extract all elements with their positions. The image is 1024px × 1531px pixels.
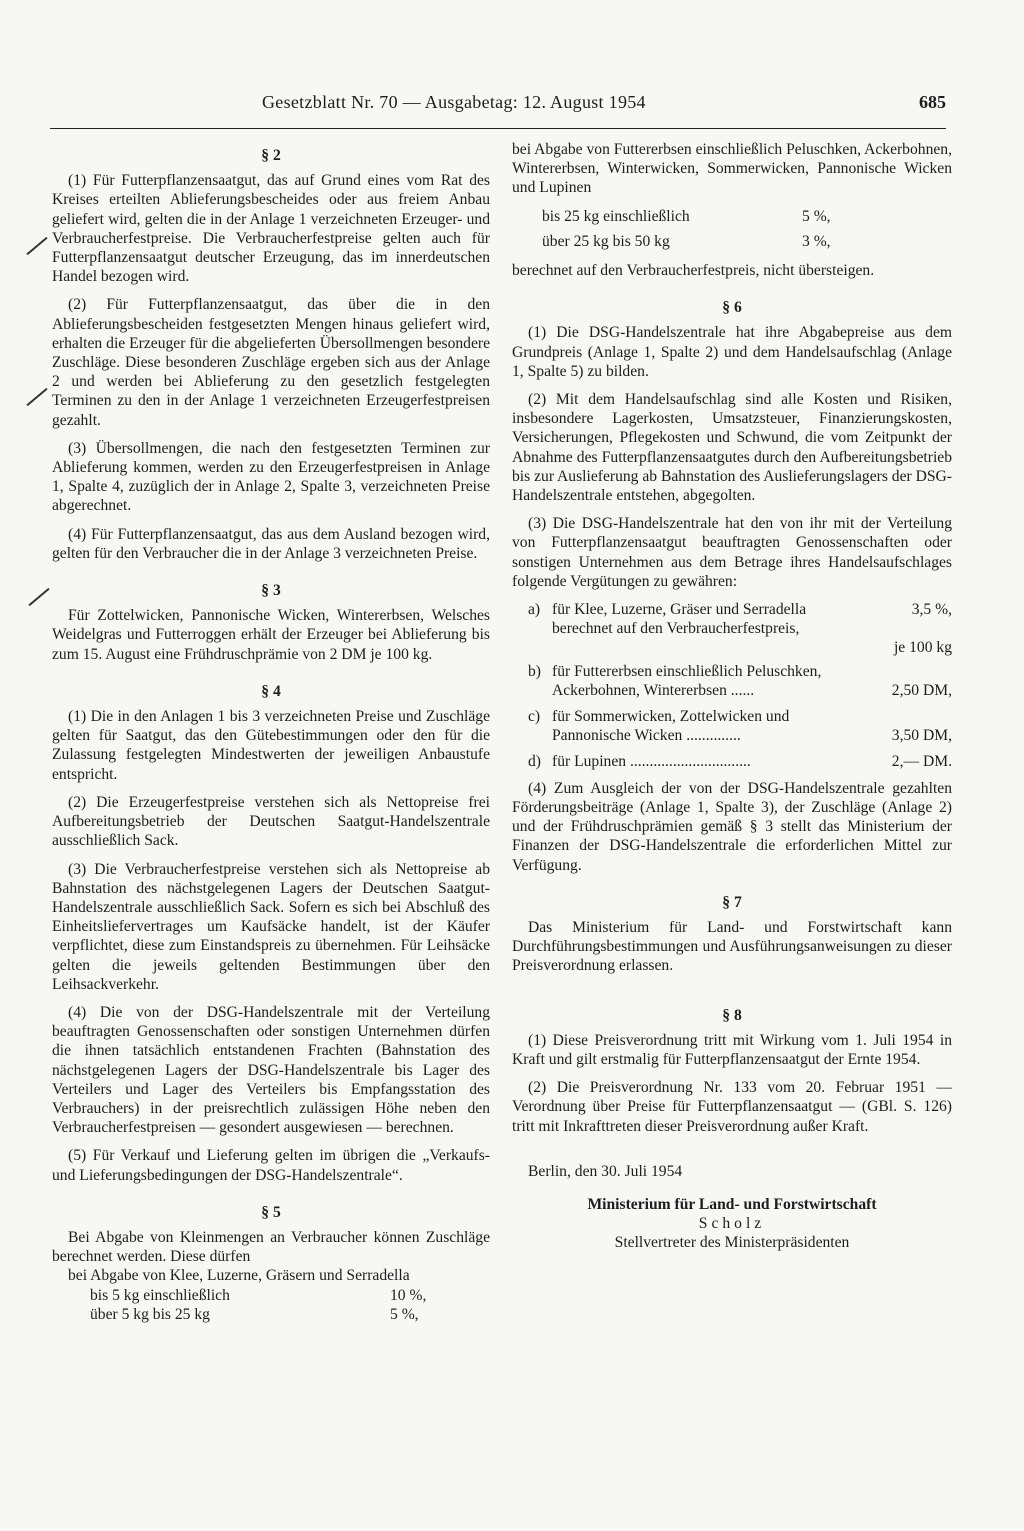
page-header [50,92,946,129]
paragraph: (1) Die DSG-Handelszentrale hat ihre Abgabepreise aus dem Grundpreis (Anlage 1, Spalte 2) und dem Handelsaufschlag (Anlage 1, Spalte 5) zu bilden. [512,324,952,380]
item-key: b) [528,662,541,680]
item-key: c) [528,708,541,726]
rate-label: über 25 kg bis 50 kg [542,232,670,250]
paragraph: (4) Die von der DSG-Handelszentrale mit der Verteilung beauftragten Genossenschaften oder sonstigen Unternehmen dürfen die ihnen tatsächlich entstandenen Frachten (Bahnstation des nächstgelegenen Lagers der DSG-Handelszentrale bis Lager des Verteilers und Lager des Verteilers bis Empfangsstation des Verbrauchers) in der preisrechtlich zulässigen Höhe neben den Verbraucherfestpreisen — gesondert ausgewiesen — berechnen. [52,1003,490,1137]
paragraph: (2) Die Erzeugerfestpreise verstehen sich als Nettopreise frei Aufbereitungsbetrieb der Deutschen Saatgut-Handelszentrale ausschließlich Sack. [52,793,490,850]
section-heading: § 3 [261,582,281,600]
paragraph: (3) Die DSG-Handelszentrale hat den von ihr mit der Verteilung von Futterpflanzensaatgut beauftragten Genossenschaften oder sonstigen Unternehmen aus dem Betrage ihres Handelsaufschlages folgende Vergütungen zu gewähren: [512,515,952,590]
rate-label: bis 5 kg einschließlich [90,1286,230,1304]
paragraph: (1) Die in den Anlagen 1 bis 3 verzeichneten Preise und Zuschläge gelten für Saatgut, das den Gütebestimmungen oder den für die Zulassung festgelegten Mindestwerten der jeweiligen Anbaustufe entspricht. [52,708,490,783]
page-number: 685 [919,92,946,112]
paragraph: (2) Mit dem Handelsaufschlag sind alle Kosten und Risiken, insbesondere Lagerkosten, Umsatzsteuer, Finanzierungskosten, Versicherungen, Pflegekosten und Schwund, die vom Zeitpunkt der Abnahme des Futterpflanzensaatgutes durch den Aufbereitungsbetrieb bis zur Auslieferung ab Bahnstation des Auslieferungslagers der DSG-Handelszentrale entstehen, abgegolten. [512,391,952,505]
paragraph: (2) Die Preisverordnung Nr. 133 vom 20. Februar 1951 — Verordnung über Preise für Futterpflanzensaatgut — (GBl. S. 126) tritt mit Inkrafttreten dieser Preisverordnung außer Kraft. [512,1079,952,1135]
rate-value: 5 %, [802,207,831,225]
paragraph: (3) Übersollmengen, die nach den festgesetzten Terminen zur Ablieferung kommen, werden zu den Erzeugerfestpreisen in Anlage 1, Spalte 4, zuzüglich der in Anlage 2, Spalte 3, verzeichneten Preise abgerechnet. [52,439,490,515]
rate-value: 5 %, [390,1305,419,1323]
margin-mark [26,237,47,255]
margin-mark [28,588,49,606]
item-amount: 3,5 %, [911,601,952,619]
signing-ministry: Ministerium für Land- und Forstwirtschaft [587,1195,877,1213]
paragraph: (1) Für Futterpflanzensaatgut, das auf Grund eines vom Rat des Kreises erteilten Ablieferungsbescheides oder aus freiem Anbau geliefert wird, gelten die in der Anlage 1 verzeichneten Erzeuger- und Verbraucherfestpreise. Die Verbraucherfestpreise gelten auch für Futterpflanzensaatgut deutscher Erzeugung, das im innerdeutschen Handel bezogen wird. [52,172,490,286]
paragraph: berechnet auf den Verbraucherfestpreis, nicht übersteigen. [512,262,875,280]
place-date: Berlin, den 30. Juli 1954 [528,1162,683,1180]
item-text: für Lupinen ............................... [552,753,751,771]
margin-mark [26,388,47,406]
paragraph: (3) Die Verbraucherfestpreise verstehen sich als Nettopreise ab Bahnstation des nächstgelegenen Lagers der Deutschen Saatgut-Handelszentrale ausschließlich Sack. Sofern es sich bei Abschluß des Einheitsliefervertrages um Kaufsäcke handelt, ist der Käufer verpflichtet, diese zum Einstandspreis zu übernehmen. Für Leihsäcke gelten die jeweils geltenden Bestimmungen über den Leihsackverkehr. [52,860,490,993]
item-amount: 2,— DM. [891,753,952,771]
left-column [52,140,490,1324]
rate-label: über 5 kg bis 25 kg [90,1305,210,1323]
gazette-title: Gesetzblatt Nr. 70 — Ausgabetag: 12. August 1954 [262,92,646,112]
paragraph: Bei Abgabe von Kleinmengen an Verbraucher können Zuschläge berechnet werden. Diese dürfen [52,1228,490,1266]
paragraph: Für Zottelwicken, Pannonische Wicken, Wintererbsen, Welsches Weidelgras und Futterroggen erhält der Erzeuger bei Ablieferung bis zum 15. August eine Frühdruschprämie von 2 DM je 100 kg. [52,607,490,663]
compensation-list [512,600,952,772]
rate-value: 3 %, [802,232,831,250]
compensation-item [528,752,952,771]
paragraph: Das Ministerium für Land- und Forstwirtschaft kann Durchführungsbestimmungen und Ausführungsanweisungen zu dieser Preisverordnung erlassen. [512,918,952,975]
rate-row [52,1286,490,1305]
paragraph: (2) Für Futterpflanzensaatgut, das über die in den Ablieferungsbescheiden festgesetzten Mengen hinaus geliefert wird, erhalten die Erzeuger für die abgelieferten Übersollmengen besondere Zuschläge. Diese besonderen Zuschläge ergeben sich aus der Anlage 2 und werden bei Ablieferung zu den gesetzlich festgelegten Terminen zu den in der Anlage 1 verzeichneten Erzeugerfestpreisen gezahlt. [52,296,490,429]
signatory-name: Scholz [698,1215,766,1233]
rate-value: 10 %, [390,1286,427,1304]
section-heading: § 8 [722,1006,742,1024]
section-heading: § 6 [722,299,742,317]
item-key: d) [528,753,541,771]
item-amount: 3,50 DM, [891,727,952,745]
item-amount: 2,50 DM, [891,681,952,699]
signatory-role: Stellvertreter des Ministerpräsidenten [614,1234,850,1252]
compensation-item [528,707,952,745]
paragraph: (4) Zum Ausgleich der von der DSG-Handelszentrale gezahlten Förderungsbeiträge (Anlage 1, Spalte 3), der Zuschläge (Anlage 2) und der Frühdruschprämien gemäß § 3 stellt das Ministerium der Finanzen der DSG-Handelszentrale die erforderlichen Mittel zur Verfügung. [512,779,952,874]
paragraph: bei Abgabe von Futtererbsen einschließlich Peluschken, Ackerbohnen, Wintererbsen, Winterwicken, Sommerwicken, Pannonische Wicken und Lupinen [512,141,952,197]
rate-row [52,1305,490,1324]
compensation-item [528,600,952,638]
item-key: a) [528,601,541,619]
item-text: für Klee, Luzerne, Gräser und Serradella berechnet auf den Verbraucherfestpreis, [552,601,807,638]
rate-row [512,207,952,226]
compensation-item [528,662,952,700]
paragraph: (5) Für Verkauf und Lieferung gelten im übrigen die „Verkaufs- und Lieferungsbedingungen der DSG-Handelszentrale“. [52,1147,490,1184]
paragraph: (4) Für Futterpflanzensaatgut, das aus dem Ausland bezogen wird, gelten für den Verbraucher die in der Anlage 3 verzeichneten Preise. [52,525,490,562]
rate-label: bis 25 kg einschließlich [542,207,690,225]
right-column [512,140,952,1253]
section-heading: § 2 [261,147,281,164]
item-text: für Sommerwicken, Zottelwicken und Pannonische Wicken .............. [552,708,790,745]
paragraph: bei Abgabe von Klee, Luzerne, Gräsern und Serradella [68,1267,410,1285]
rate-row [512,232,952,251]
paragraph: (1) Diese Preisverordnung tritt mit Wirkung vom 1. Juli 1954 in Kraft und gilt erstmalig für Futterpflanzensaatgut der Ernte 1954. [512,1031,952,1068]
per-unit-note: je 100 kg [893,639,952,657]
section-heading: § 4 [261,682,281,700]
item-text: für Futtererbsen einschließlich Peluschken, Ackerbohnen, Wintererbsen ...... [552,662,822,699]
section-heading: § 7 [722,893,742,911]
section-heading: § 5 [261,1203,281,1221]
